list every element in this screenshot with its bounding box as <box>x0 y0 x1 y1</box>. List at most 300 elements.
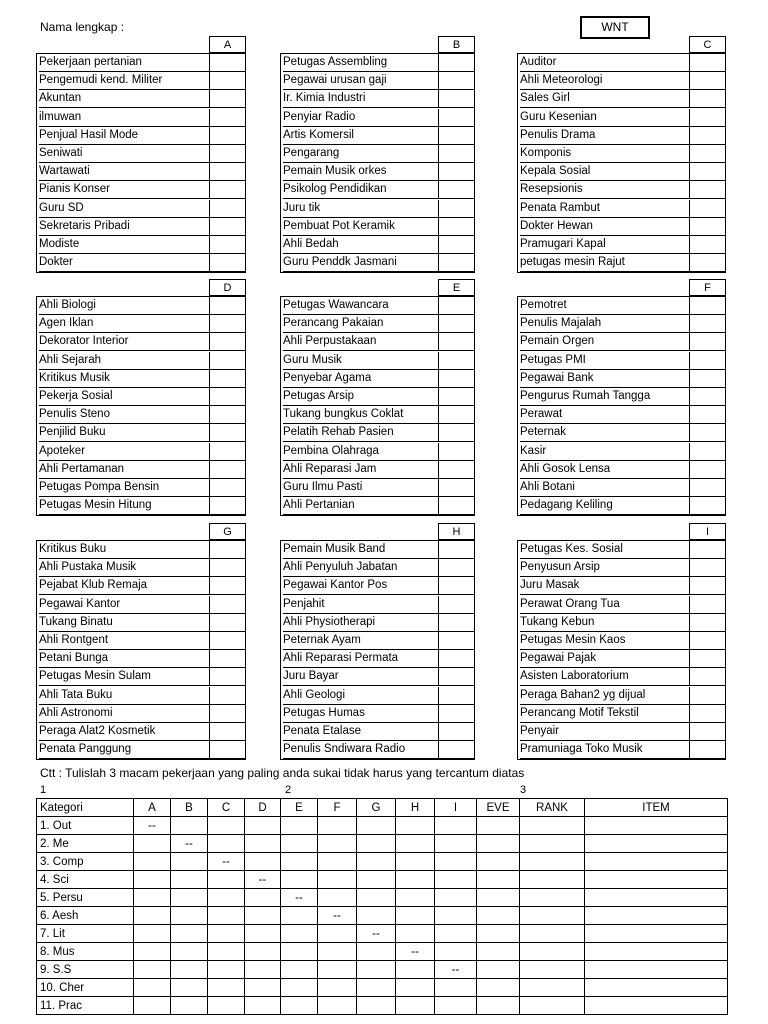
job-label: Pekerjaan pertanian <box>39 54 209 72</box>
score-cell[interactable] <box>281 961 318 979</box>
score-cell[interactable] <box>520 817 585 835</box>
score-cell[interactable] <box>281 907 318 925</box>
job-checkbox[interactable] <box>209 650 246 668</box>
score-cell[interactable] <box>134 907 171 925</box>
job-checkbox[interactable] <box>438 668 475 686</box>
job-label: Ahli Pustaka Musik <box>39 559 209 577</box>
score-cell[interactable] <box>396 853 435 871</box>
score-cell[interactable] <box>134 853 171 871</box>
score-cell[interactable] <box>477 925 520 943</box>
score-cell[interactable] <box>208 817 245 835</box>
score-cell[interactable] <box>208 979 245 997</box>
score-cell[interactable] <box>208 997 245 1015</box>
score-cell[interactable] <box>134 835 171 853</box>
score-cell[interactable] <box>585 997 728 1015</box>
category-label: 8. Mus <box>37 943 134 961</box>
job-label: Ahli Rontgent <box>39 632 209 650</box>
score-cell[interactable] <box>520 907 585 925</box>
score-cell[interactable] <box>357 871 396 889</box>
score-cell[interactable]: -- <box>208 853 245 871</box>
job-checkbox[interactable] <box>438 145 475 163</box>
job-checkbox[interactable] <box>209 72 246 90</box>
answer-number-2: 2 <box>285 784 292 796</box>
score-cell[interactable] <box>245 943 281 961</box>
job-checkbox[interactable] <box>438 406 475 424</box>
score-cell[interactable] <box>520 943 585 961</box>
category-label: 9. S.S <box>37 961 134 979</box>
job-checkbox[interactable] <box>209 297 246 315</box>
job-checkbox[interactable] <box>209 443 246 461</box>
score-cell[interactable] <box>520 979 585 997</box>
job-label: Penulis Sndiwara Radio <box>283 741 438 759</box>
job-label: Modiste <box>39 236 209 254</box>
job-checkbox[interactable] <box>689 200 726 218</box>
score-cell[interactable]: -- <box>357 925 396 943</box>
job-checkbox[interactable] <box>438 163 475 181</box>
job-checkbox[interactable] <box>438 218 475 236</box>
score-row <box>37 997 728 1015</box>
score-cell[interactable]: -- <box>281 889 318 907</box>
score-header-f: F <box>318 799 357 817</box>
job-checkbox[interactable] <box>209 54 246 72</box>
job-checkbox[interactable] <box>689 705 726 723</box>
score-cell[interactable] <box>281 925 318 943</box>
score-cell[interactable] <box>134 889 171 907</box>
job-checkbox[interactable] <box>689 741 726 759</box>
score-cell[interactable] <box>520 871 585 889</box>
score-cell[interactable] <box>396 961 435 979</box>
job-checkbox[interactable] <box>209 90 246 108</box>
job-label: Perawat <box>520 406 689 424</box>
job-label: Penata Panggung <box>39 741 209 759</box>
score-cell[interactable] <box>208 925 245 943</box>
score-row <box>37 871 728 889</box>
job-checkbox[interactable] <box>209 541 246 559</box>
score-cell[interactable] <box>245 961 281 979</box>
score-cell[interactable] <box>318 997 357 1015</box>
job-checkbox[interactable] <box>438 741 475 759</box>
job-checkbox[interactable] <box>689 181 726 199</box>
score-cell[interactable] <box>245 925 281 943</box>
score-cell[interactable] <box>396 979 435 997</box>
job-checkbox[interactable] <box>209 705 246 723</box>
job-checkbox[interactable] <box>209 479 246 497</box>
job-checkbox[interactable] <box>209 388 246 406</box>
score-cell[interactable] <box>435 871 477 889</box>
score-cell[interactable] <box>435 835 477 853</box>
score-cell[interactable] <box>396 925 435 943</box>
job-checkbox[interactable] <box>438 254 475 272</box>
job-checkbox[interactable] <box>438 200 475 218</box>
score-cell[interactable] <box>396 907 435 925</box>
job-checkbox[interactable] <box>689 723 726 741</box>
score-cell[interactable] <box>396 817 435 835</box>
job-checkbox[interactable] <box>209 723 246 741</box>
job-checkbox[interactable] <box>689 614 726 632</box>
job-label: Ahli Perpustakaan <box>283 333 438 351</box>
score-cell[interactable] <box>585 961 728 979</box>
job-label: Dekorator Interior <box>39 333 209 351</box>
score-cell[interactable] <box>520 997 585 1015</box>
job-checkbox[interactable] <box>438 559 475 577</box>
job-checkbox[interactable] <box>438 705 475 723</box>
score-cell[interactable] <box>357 907 396 925</box>
job-checkbox[interactable] <box>438 181 475 199</box>
job-checkbox[interactable] <box>438 352 475 370</box>
job-label: Ahli Reparasi Jam <box>283 461 438 479</box>
job-checkbox[interactable] <box>689 127 726 145</box>
job-checkbox[interactable] <box>438 443 475 461</box>
group-letter-b: B <box>438 36 475 53</box>
job-checkbox[interactable] <box>209 127 246 145</box>
score-cell[interactable] <box>435 889 477 907</box>
category-label: 3. Comp <box>37 853 134 871</box>
score-cell[interactable] <box>171 871 208 889</box>
job-checkbox[interactable] <box>689 406 726 424</box>
job-checkbox[interactable] <box>689 333 726 351</box>
job-label: Pianis Konser <box>39 181 209 199</box>
score-cell[interactable] <box>208 889 245 907</box>
group-letter-d: D <box>209 279 246 296</box>
score-cell[interactable] <box>585 871 728 889</box>
score-cell[interactable] <box>134 925 171 943</box>
score-cell[interactable] <box>281 817 318 835</box>
job-label: Perancang Motif Tekstil <box>520 705 689 723</box>
job-checkbox[interactable] <box>209 145 246 163</box>
job-label: Perawat Orang Tua <box>520 596 689 614</box>
score-cell[interactable] <box>477 979 520 997</box>
score-cell[interactable] <box>520 889 585 907</box>
job-checkbox[interactable] <box>438 479 475 497</box>
job-checkbox[interactable] <box>209 218 246 236</box>
job-checkbox[interactable] <box>438 596 475 614</box>
score-cell[interactable] <box>396 871 435 889</box>
job-checkbox[interactable] <box>209 741 246 759</box>
job-label: Ahli Geologi <box>283 687 438 705</box>
score-cell[interactable]: -- <box>171 835 208 853</box>
score-cell[interactable] <box>357 817 396 835</box>
job-checkbox[interactable] <box>438 614 475 632</box>
job-checkbox[interactable] <box>689 632 726 650</box>
job-label: Petugas Humas <box>283 705 438 723</box>
score-cell[interactable] <box>245 817 281 835</box>
job-checkbox[interactable] <box>209 632 246 650</box>
job-checkbox[interactable] <box>438 297 475 315</box>
category-label: 7. Lit <box>37 925 134 943</box>
score-cell[interactable] <box>520 961 585 979</box>
job-checkbox[interactable] <box>689 596 726 614</box>
score-cell[interactable] <box>477 907 520 925</box>
score-cell[interactable] <box>134 943 171 961</box>
score-cell[interactable] <box>477 997 520 1015</box>
score-cell[interactable] <box>171 961 208 979</box>
job-checkbox[interactable] <box>689 497 726 515</box>
job-label: Kritikus Buku <box>39 541 209 559</box>
job-checkbox[interactable] <box>438 723 475 741</box>
job-checkbox[interactable] <box>438 541 475 559</box>
score-cell[interactable] <box>396 889 435 907</box>
score-cell[interactable] <box>585 817 728 835</box>
job-checkbox[interactable] <box>689 145 726 163</box>
score-cell[interactable] <box>171 925 208 943</box>
score-cell[interactable] <box>281 871 318 889</box>
score-cell[interactable] <box>245 835 281 853</box>
job-checkbox[interactable] <box>438 236 475 254</box>
score-cell[interactable] <box>477 817 520 835</box>
score-cell[interactable] <box>357 835 396 853</box>
score-cell[interactable] <box>585 943 728 961</box>
job-checkbox[interactable] <box>689 72 726 90</box>
score-cell[interactable] <box>318 853 357 871</box>
score-cell[interactable] <box>208 871 245 889</box>
score-cell[interactable] <box>281 997 318 1015</box>
job-label: Guru Kesenian <box>520 109 689 127</box>
score-cell[interactable] <box>134 871 171 889</box>
score-cell[interactable]: -- <box>396 943 435 961</box>
job-checkbox[interactable] <box>689 668 726 686</box>
job-checkbox[interactable] <box>209 254 246 272</box>
score-cell[interactable] <box>171 853 208 871</box>
score-cell[interactable] <box>318 817 357 835</box>
job-label: Pegawai Bank <box>520 370 689 388</box>
job-label: Pejabat Klub Remaja <box>39 577 209 595</box>
score-cell[interactable] <box>318 979 357 997</box>
job-label: Perancang Pakaian <box>283 315 438 333</box>
score-cell[interactable] <box>435 997 477 1015</box>
job-checkbox[interactable] <box>209 596 246 614</box>
score-cell[interactable] <box>357 853 396 871</box>
score-cell[interactable] <box>245 997 281 1015</box>
job-label: Psikolog Pendidikan <box>283 181 438 199</box>
score-cell[interactable] <box>357 943 396 961</box>
score-cell[interactable] <box>134 979 171 997</box>
job-checkbox[interactable] <box>209 614 246 632</box>
job-checkbox[interactable] <box>689 479 726 497</box>
score-cell[interactable] <box>520 925 585 943</box>
job-label: Penyair <box>520 723 689 741</box>
score-cell[interactable] <box>171 979 208 997</box>
score-cell[interactable] <box>477 889 520 907</box>
score-cell[interactable] <box>477 853 520 871</box>
score-header-item: ITEM <box>585 799 728 817</box>
job-checkbox[interactable] <box>438 632 475 650</box>
score-cell[interactable] <box>477 835 520 853</box>
score-cell[interactable] <box>318 835 357 853</box>
job-checkbox[interactable] <box>209 200 246 218</box>
job-checkbox[interactable] <box>689 424 726 442</box>
score-cell[interactable] <box>318 925 357 943</box>
score-cell[interactable] <box>281 835 318 853</box>
score-cell[interactable]: -- <box>435 961 477 979</box>
job-checkbox[interactable] <box>209 577 246 595</box>
job-label: Asisten Laboratorium <box>520 668 689 686</box>
score-cell[interactable] <box>134 961 171 979</box>
score-cell[interactable] <box>171 889 208 907</box>
job-checkbox[interactable] <box>209 163 246 181</box>
job-label: Ahli Tata Buku <box>39 687 209 705</box>
job-checkbox[interactable] <box>438 687 475 705</box>
job-checkbox[interactable] <box>209 687 246 705</box>
score-header-g: G <box>357 799 396 817</box>
job-checkbox[interactable] <box>438 333 475 351</box>
job-checkbox[interactable] <box>689 541 726 559</box>
score-header-h: H <box>396 799 435 817</box>
score-cell[interactable] <box>134 997 171 1015</box>
job-checkbox[interactable] <box>689 650 726 668</box>
score-cell[interactable] <box>171 943 208 961</box>
job-checkbox[interactable] <box>689 388 726 406</box>
score-cell[interactable] <box>520 835 585 853</box>
score-cell[interactable]: -- <box>245 871 281 889</box>
score-cell[interactable] <box>318 943 357 961</box>
score-cell[interactable] <box>585 979 728 997</box>
score-cell[interactable] <box>585 853 728 871</box>
job-checkbox[interactable] <box>438 461 475 479</box>
job-label: Pegawai Pajak <box>520 650 689 668</box>
score-cell[interactable] <box>585 907 728 925</box>
job-checkbox[interactable] <box>209 352 246 370</box>
score-cell[interactable] <box>357 889 396 907</box>
score-cell[interactable] <box>477 871 520 889</box>
job-checkbox[interactable] <box>209 406 246 424</box>
job-label: Peternak Ayam <box>283 632 438 650</box>
score-cell[interactable] <box>208 961 245 979</box>
score-cell[interactable]: -- <box>318 907 357 925</box>
score-cell[interactable] <box>318 961 357 979</box>
score-cell[interactable] <box>477 943 520 961</box>
job-checkbox[interactable] <box>689 109 726 127</box>
job-checkbox[interactable] <box>689 236 726 254</box>
job-checkbox[interactable] <box>689 163 726 181</box>
job-checkbox[interactable] <box>689 352 726 370</box>
wnt-code-box: WNT <box>580 16 650 39</box>
job-label: Pelatih Rehab Pasien <box>283 424 438 442</box>
score-cell[interactable] <box>435 907 477 925</box>
job-checkbox[interactable] <box>689 218 726 236</box>
job-label: Petugas Arsip <box>283 388 438 406</box>
score-cell[interactable] <box>245 853 281 871</box>
score-cell[interactable] <box>585 835 728 853</box>
job-checkbox[interactable] <box>438 650 475 668</box>
score-cell[interactable] <box>477 961 520 979</box>
score-cell[interactable] <box>357 961 396 979</box>
job-label: Seniwati <box>39 145 209 163</box>
job-checkbox[interactable] <box>689 54 726 72</box>
score-cell[interactable] <box>281 853 318 871</box>
group-letter-e: E <box>438 279 475 296</box>
category-label: 1. Out <box>37 817 134 835</box>
score-cell[interactable] <box>208 943 245 961</box>
score-cell[interactable] <box>281 979 318 997</box>
score-cell[interactable] <box>435 979 477 997</box>
score-row <box>37 979 728 997</box>
score-cell[interactable] <box>396 835 435 853</box>
job-checkbox[interactable] <box>438 109 475 127</box>
score-cell[interactable] <box>208 835 245 853</box>
score-cell[interactable] <box>171 817 208 835</box>
score-cell[interactable] <box>208 907 245 925</box>
score-cell[interactable] <box>585 925 728 943</box>
job-checkbox[interactable] <box>209 370 246 388</box>
job-checkbox[interactable] <box>438 72 475 90</box>
score-cell[interactable] <box>318 871 357 889</box>
job-label: Penjual Hasil Mode <box>39 127 209 145</box>
job-checkbox[interactable] <box>689 90 726 108</box>
score-cell[interactable] <box>318 889 357 907</box>
job-checkbox[interactable] <box>689 370 726 388</box>
score-cell[interactable] <box>435 853 477 871</box>
job-checkbox[interactable] <box>689 461 726 479</box>
score-cell[interactable] <box>435 925 477 943</box>
job-checkbox[interactable] <box>438 127 475 145</box>
score-cell[interactable] <box>281 943 318 961</box>
job-checkbox[interactable] <box>438 388 475 406</box>
job-checkbox[interactable] <box>689 559 726 577</box>
job-checkbox[interactable] <box>689 315 726 333</box>
job-checkbox[interactable] <box>689 687 726 705</box>
job-checkbox[interactable] <box>689 254 726 272</box>
score-header-i: I <box>435 799 477 817</box>
job-checkbox[interactable] <box>209 181 246 199</box>
job-checkbox[interactable] <box>438 424 475 442</box>
score-cell[interactable] <box>245 889 281 907</box>
job-label: Ahli Bedah <box>283 236 438 254</box>
score-cell[interactable] <box>585 889 728 907</box>
job-checkbox[interactable] <box>209 668 246 686</box>
job-label: Ahli Astronomi <box>39 705 209 723</box>
job-checkbox[interactable] <box>209 424 246 442</box>
score-header-rank: RANK <box>520 799 585 817</box>
score-cell[interactable] <box>396 997 435 1015</box>
job-label: Pengurus Rumah Tangga <box>520 388 689 406</box>
job-label: Petugas Pompa Bensin <box>39 479 209 497</box>
job-label: Ahli Botani <box>520 479 689 497</box>
job-checkbox[interactable] <box>438 497 475 515</box>
job-checkbox[interactable] <box>689 443 726 461</box>
job-label: Peternak <box>520 424 689 442</box>
score-cell[interactable] <box>171 997 208 1015</box>
job-label: Resepsionis <box>520 181 689 199</box>
score-cell[interactable] <box>435 817 477 835</box>
score-cell[interactable]: -- <box>134 817 171 835</box>
score-cell[interactable] <box>171 907 208 925</box>
score-row <box>37 889 728 907</box>
job-checkbox[interactable] <box>438 315 475 333</box>
job-checkbox[interactable] <box>438 370 475 388</box>
score-cell[interactable] <box>520 853 585 871</box>
job-checkbox[interactable] <box>438 54 475 72</box>
job-label: Ahli Biologi <box>39 297 209 315</box>
job-checkbox[interactable] <box>209 333 246 351</box>
job-checkbox[interactable] <box>209 236 246 254</box>
job-checkbox[interactable] <box>438 577 475 595</box>
job-checkbox[interactable] <box>689 297 726 315</box>
job-checkbox[interactable] <box>689 577 726 595</box>
score-header-e: E <box>281 799 318 817</box>
job-checkbox[interactable] <box>209 109 246 127</box>
job-checkbox[interactable] <box>209 315 246 333</box>
job-checkbox[interactable] <box>209 497 246 515</box>
job-label: Ahli Sejarah <box>39 352 209 370</box>
job-checkbox[interactable] <box>209 461 246 479</box>
score-cell[interactable] <box>245 979 281 997</box>
score-cell[interactable] <box>435 943 477 961</box>
score-cell[interactable] <box>245 907 281 925</box>
job-checkbox[interactable] <box>209 559 246 577</box>
score-cell[interactable] <box>357 997 396 1015</box>
job-checkbox[interactable] <box>438 90 475 108</box>
score-cell[interactable] <box>357 979 396 997</box>
